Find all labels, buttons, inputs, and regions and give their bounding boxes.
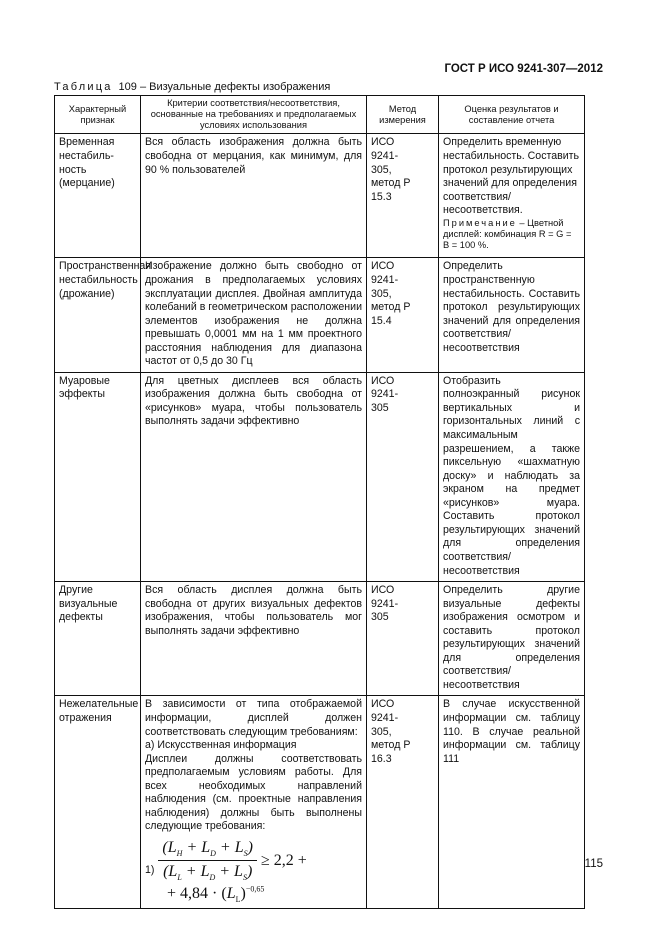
criteria-cell: Для цветных дисплеев вся область изображения должна быть свободна от «рисунков» муара, чтобы пользователь выполнять задачи эффективно	[141, 372, 367, 581]
evaluation-note	[443, 218, 580, 251]
column-header-feature: Характерный признак	[55, 96, 141, 134]
method-cell: ИСО 9241-305	[367, 582, 439, 696]
criteria-item-b: Дисплеи должны соответствовать предполагаемым условиям работы. Для всех необходимых направлений наблюдения (см. проектные направления наблюдения) должны быть выполнены следующие требования:	[145, 752, 362, 833]
table-row	[55, 696, 585, 909]
method-cell: ИСО 9241-305	[367, 372, 439, 581]
table-header-row	[55, 96, 585, 134]
feature-cell: Нежелательные отражения	[55, 696, 141, 909]
note-label: Примечание	[443, 217, 517, 228]
formula-fraction	[158, 838, 257, 884]
evaluation-cell: В случае искусственной информации см. таблицу 110. В случае реальной информации см. таблицу 111	[439, 696, 585, 909]
feature-cell: Временная нестабиль-ность (мерцание)	[55, 134, 141, 258]
evaluation-cell: Отобразить полноэкранный рисунок вертикальных и горизонтальных линий с максимальным разрешением, а также пиксельную «шахматную доску» и наблюдать за экраном на предмет «рисунков» муара. Составить протокол результирующих значений для определения соответствия/несоответствия	[439, 372, 585, 581]
criteria-item-a: а) Искусственная информация	[145, 739, 297, 752]
criteria-cell: Вся область изображения должна быть свободна от мерцания, как минимум, для 90 % пользователей	[141, 134, 367, 258]
method-cell: ИСО 9241-305, метод Р 15.3	[367, 134, 439, 258]
feature-cell: Пространственная нестабильность (дрожание)	[55, 258, 141, 372]
page-number: 115	[584, 858, 603, 870]
feature-cell: Муаровые эффекты	[55, 372, 141, 581]
column-header-method: Метод измерения	[367, 96, 439, 134]
document-code: ГОСТ Р ИСО 9241-307—2012	[444, 63, 603, 75]
formula-denominator: $(L_L + L_D + L_S)$	[163, 863, 253, 883]
column-header-evaluation: Оценка результатов и составление отчета	[439, 96, 585, 134]
method-cell: ИСО 9241-305, метод Р 16.3	[367, 696, 439, 909]
evaluation-cell: Определить пространственную нестабильность. Составить протокол результирующих значений для определения соответствия/несоответствия	[439, 258, 585, 372]
table-row	[55, 372, 585, 581]
criteria-cell	[141, 696, 367, 909]
caption-prefix: Таблица	[54, 81, 113, 93]
table-row	[55, 582, 585, 696]
evaluation-cell	[439, 134, 585, 258]
caption-text: 109 – Визуальные дефекты изображения	[118, 81, 331, 93]
formula-number: 1)	[145, 864, 155, 877]
defects-table	[54, 95, 585, 909]
formula-numerator: $(L_H + L_D + L_S)$	[158, 838, 257, 861]
evaluation-text: Определить временную нестабильность. Составить протокол результирующих значений для определения соответствия/несоответствия.	[443, 136, 580, 217]
column-header-criteria: Критерии соответствия/несоответствия, основанные на требованиях и предполагаемых условиях использования	[141, 96, 367, 134]
reflection-formula	[145, 838, 362, 905]
formula-rhs: ≥ 2,2 +	[260, 851, 307, 869]
table-caption	[54, 81, 330, 93]
evaluation-cell: Определить другие визуальные дефекты изображения осмотром и составить протокол результирующих значений для определения соответствия/несоответствия	[439, 582, 585, 696]
feature-cell: Другие визуальные дефекты	[55, 582, 141, 696]
method-cell: ИСО 9241-305, метод Р 15.4	[367, 258, 439, 372]
note-text: – Цветной дисплей: комбинация R = G = B = 100 %.	[443, 217, 572, 251]
criteria-cell: Изображение должно быть свободно от дрожания в предполагаемых условиях эксплуатации дисплея. Двойная амплитуда колебаний в геометрическом расположении элементов изображения не должна превышать 0,0001 мм на 1 мм проектного расстояния наблюдения для диапазона частот от 0,5 до 30 Гц	[141, 258, 367, 372]
criteria-intro: В зависимости от типа отображаемой информации, дисплей должен соответствовать следующим требованиям:	[145, 698, 362, 738]
table-row	[55, 258, 585, 372]
table-row	[55, 134, 585, 258]
criteria-cell: Вся область дисплея должна быть свободна от других визуальных дефектов изображения, чтобы пользователь мог выполнять задачи эффективно	[141, 582, 367, 696]
formula-line2: + $4,84 \cdot (L_L)^{-0,65}$	[167, 884, 265, 904]
